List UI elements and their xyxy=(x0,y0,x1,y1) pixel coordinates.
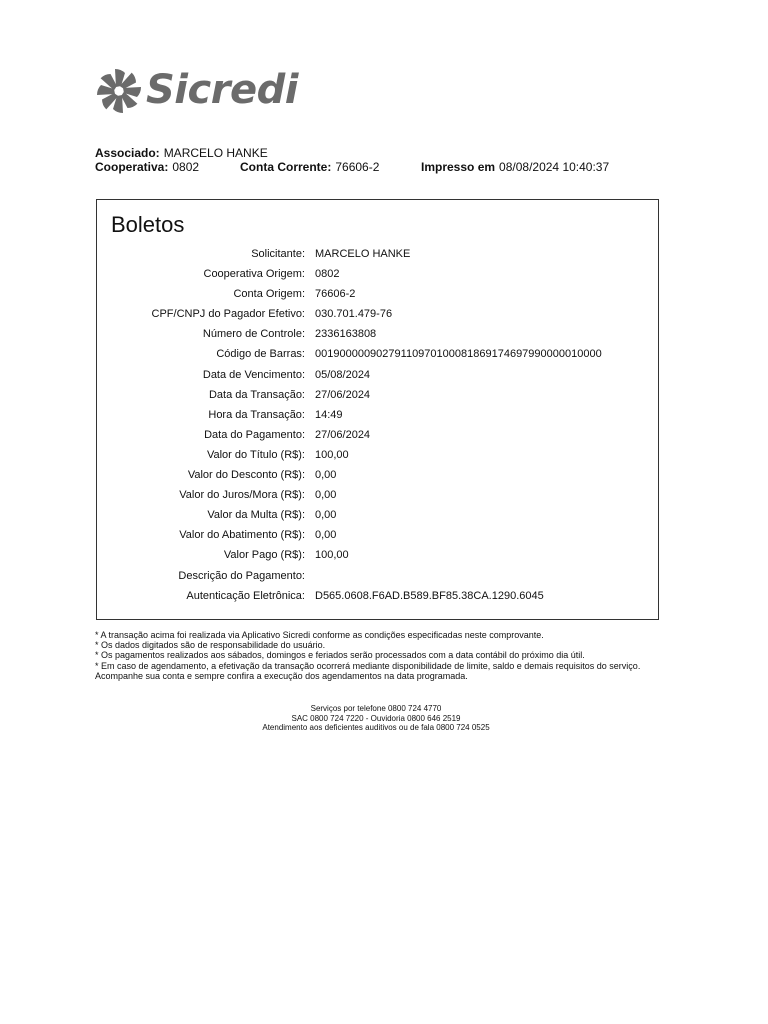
field-label: Autenticação Eletrônica: xyxy=(186,589,305,602)
field-row xyxy=(97,347,658,367)
field-value: 0,00 xyxy=(315,469,337,482)
field-row xyxy=(97,548,658,568)
sicredi-logo xyxy=(94,66,304,116)
associado-value: MARCELO HANKE xyxy=(163,146,268,160)
conta-label: Conta Corrente: xyxy=(240,160,332,174)
field-row xyxy=(97,488,658,508)
field-row xyxy=(97,589,658,609)
sicredi-pinwheel-icon xyxy=(94,66,144,116)
impresso-group xyxy=(421,160,609,174)
field-row xyxy=(97,247,658,267)
field-row xyxy=(97,307,658,327)
field-value: 0,00 xyxy=(315,489,337,502)
cooperativa-value: 0802 xyxy=(172,160,200,174)
logo-wordmark: Sicredi xyxy=(146,67,298,113)
field-value: 76606-2 xyxy=(315,288,356,301)
note-text: * Os dados digitados são de responsabilidade do usuário. xyxy=(95,640,326,651)
note-text: * Os pagamentos realizados aos sábados, domingos e feriados serão processados com a data contábil do próximo dia útil. xyxy=(95,650,585,661)
field-value: MARCELO HANKE xyxy=(315,248,411,260)
note-text: * A transação acima foi realizada via Aplicativo Sicredi conforme as condições especificadas neste comprovante. xyxy=(95,630,544,640)
field-value: 0,00 xyxy=(315,509,337,522)
conta-group xyxy=(240,160,379,174)
conta-value: 76606-2 xyxy=(335,160,380,174)
field-label: Número de Controle: xyxy=(202,328,305,341)
field-label: Código de Barras: xyxy=(216,348,305,361)
field-value: 100,00 xyxy=(315,549,349,562)
field-row xyxy=(97,267,658,287)
field-row xyxy=(97,388,658,408)
field-row xyxy=(97,428,658,448)
account-row xyxy=(95,160,610,174)
impresso-value: 08/08/2024 10:40:37 xyxy=(499,160,610,174)
field-label: Solicitante: xyxy=(251,248,305,260)
field-value: 2336163808 xyxy=(315,328,377,341)
field-label: Cooperativa Origem: xyxy=(203,268,305,281)
receipt-fields xyxy=(97,247,658,609)
receipt-title: Boletos xyxy=(111,212,185,237)
footer-line: Atendimento aos deficientes auditivos ou de fala 0800 724 0525 xyxy=(262,723,490,732)
field-label: Data de Vencimento: xyxy=(202,368,305,381)
field-label: Valor do Abatimento (R$): xyxy=(179,529,305,542)
field-row xyxy=(97,327,658,347)
field-value: 27/06/2024 xyxy=(315,428,371,441)
field-value: 27/06/2024 xyxy=(315,388,371,401)
note-text: * Em caso de agendamento, a efetivação da transação ocorrerá mediante disponibilidade de limite, saldo e demais requisitos do serviço. Acompanhe sua conta e sempre confira a execução dos agendamentos na data programada. xyxy=(95,660,641,681)
field-row xyxy=(97,468,658,488)
field-value: 0,00 xyxy=(315,529,337,542)
field-label: Valor do Título (R$): xyxy=(206,448,305,461)
receipt-box xyxy=(96,199,659,620)
impresso-label: Impresso em xyxy=(421,160,496,174)
footer-line: Serviços por telefone 0800 724 4770 xyxy=(310,704,442,713)
footer-line: SAC 0800 724 7220 - Ouvidoria 0800 646 2519 xyxy=(291,713,461,723)
field-label: Valor Pago (R$): xyxy=(223,549,305,562)
field-row xyxy=(97,408,658,428)
field-label: Data do Pagamento: xyxy=(204,428,305,441)
contact-footer xyxy=(0,704,768,733)
field-value: 00190000090279110970100081869174697990000010000 xyxy=(315,348,602,361)
field-row xyxy=(97,368,658,388)
field-row xyxy=(97,448,658,468)
field-row xyxy=(97,287,658,307)
field-label: Hora da Transação: xyxy=(208,408,305,421)
field-label: Valor da Multa (R$): xyxy=(207,509,305,522)
associado-label: Associado: xyxy=(95,146,160,160)
field-label: CPF/CNPJ do Pagador Efetivo: xyxy=(151,308,305,321)
disclaimer-notes xyxy=(95,630,655,681)
field-label: Data da Transação: xyxy=(208,388,305,401)
field-value: D565.0608.F6AD.B589.BF85.38CA.1290.6045 xyxy=(315,589,544,602)
field-row xyxy=(97,528,658,548)
field-value: 0802 xyxy=(315,268,340,281)
associado-row xyxy=(95,146,268,160)
field-value: 14:49 xyxy=(315,408,343,421)
cooperativa-group xyxy=(95,160,199,174)
field-label: Descrição do Pagamento: xyxy=(178,569,305,582)
account-header xyxy=(95,146,610,174)
field-value: 100,00 xyxy=(315,448,349,461)
field-value: 030.701.479-76 xyxy=(315,308,393,321)
field-row xyxy=(97,569,658,589)
field-label: Valor do Juros/Mora (R$): xyxy=(179,489,305,502)
cooperativa-label: Cooperativa: xyxy=(95,160,169,174)
field-value: 05/08/2024 xyxy=(315,368,371,381)
field-label: Conta Origem: xyxy=(233,288,305,301)
field-label: Valor do Desconto (R$): xyxy=(187,469,305,482)
field-row xyxy=(97,508,658,528)
